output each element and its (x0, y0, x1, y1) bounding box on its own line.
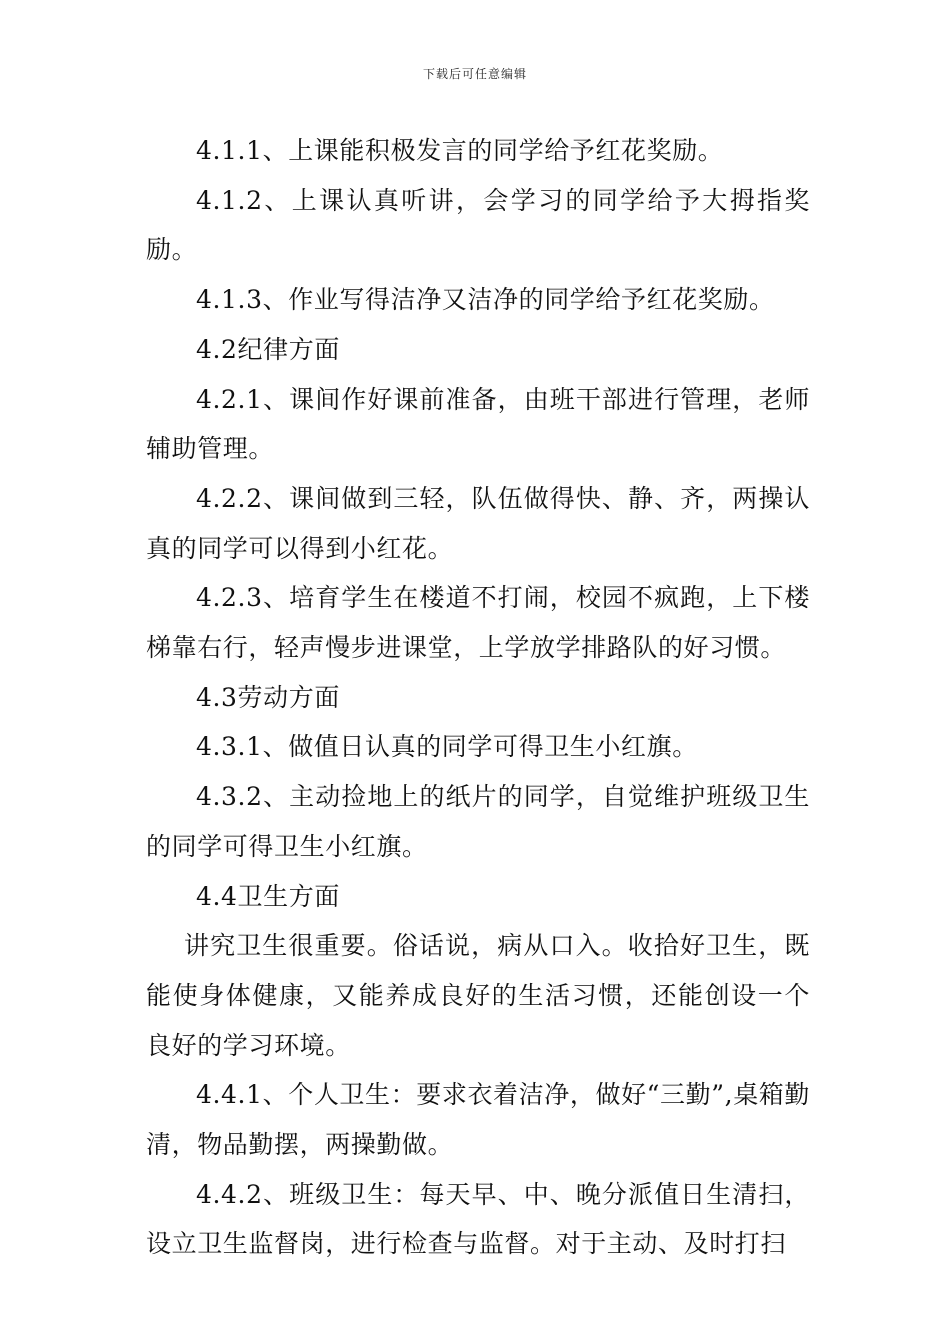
page-header-note: 下载后可任意编辑 (422, 67, 527, 81)
section-heading-4-3: 4.3劳动方面 (196, 682, 340, 712)
section-heading-4-2: 4.2纪律方面 (196, 334, 340, 364)
paragraph-4-1-2: 4.1.2、上课认真听讲，会学习的同学给予大拇指奖励。 (146, 185, 810, 265)
paragraph-hygiene-intro: 讲究卫生很重要。俗话说，病从口入。收拾好卫生，既能使身体健康，又能养成良好的生活习惯，还能创设一个良好的学习环境。 (146, 931, 810, 1060)
paragraph-4-3-2: 4.3.2、主动捡地上的纸片的同学，自觉维护班级卫生的同学可得卫生小红旗。 (146, 782, 810, 861)
paragraph-4-1-3: 4.1.3、作业写得洁净又洁净的同学给予红花奖励。 (196, 285, 775, 315)
section-heading-4-4: 4.4卫生方面 (196, 881, 340, 911)
document-body (146, 126, 810, 1269)
paragraph-4-3-1: 4.3.1、做值日认真的同学可得卫生小红旗。 (196, 732, 698, 762)
paragraph-4-2-2: 4.2.2、课间做到三轻，队伍做得快、静、齐，两操认真的同学可以得到小红花。 (146, 483, 810, 563)
paragraph-4-4-2: 4.4.2、班级卫生：每天早、中、晚分派值日生清扫，设立卫生监督岗，进行检查与监督。对于主动、及时打扫 (146, 1179, 810, 1259)
paragraph-4-2-1: 4.2.1、课间作好课前准备，由班干部进行管理，老师辅助管理。 (146, 384, 810, 464)
paragraph-4-4-1: 4.4.1、个人卫生：要求衣着洁净，做好“三勤”,桌箱勤清，物品勤摆，两操勤做。 (146, 1080, 810, 1160)
paragraph-4-2-3: 4.2.3、培育学生在楼道不打闹，校园不疯跑，上下楼梯靠右行，轻声慢步进课堂，上学放学排路队的好习惯。 (146, 583, 810, 663)
paragraph-4-1-1: 4.1.1、上课能积极发言的同学给予红花奖励。 (196, 136, 724, 165)
